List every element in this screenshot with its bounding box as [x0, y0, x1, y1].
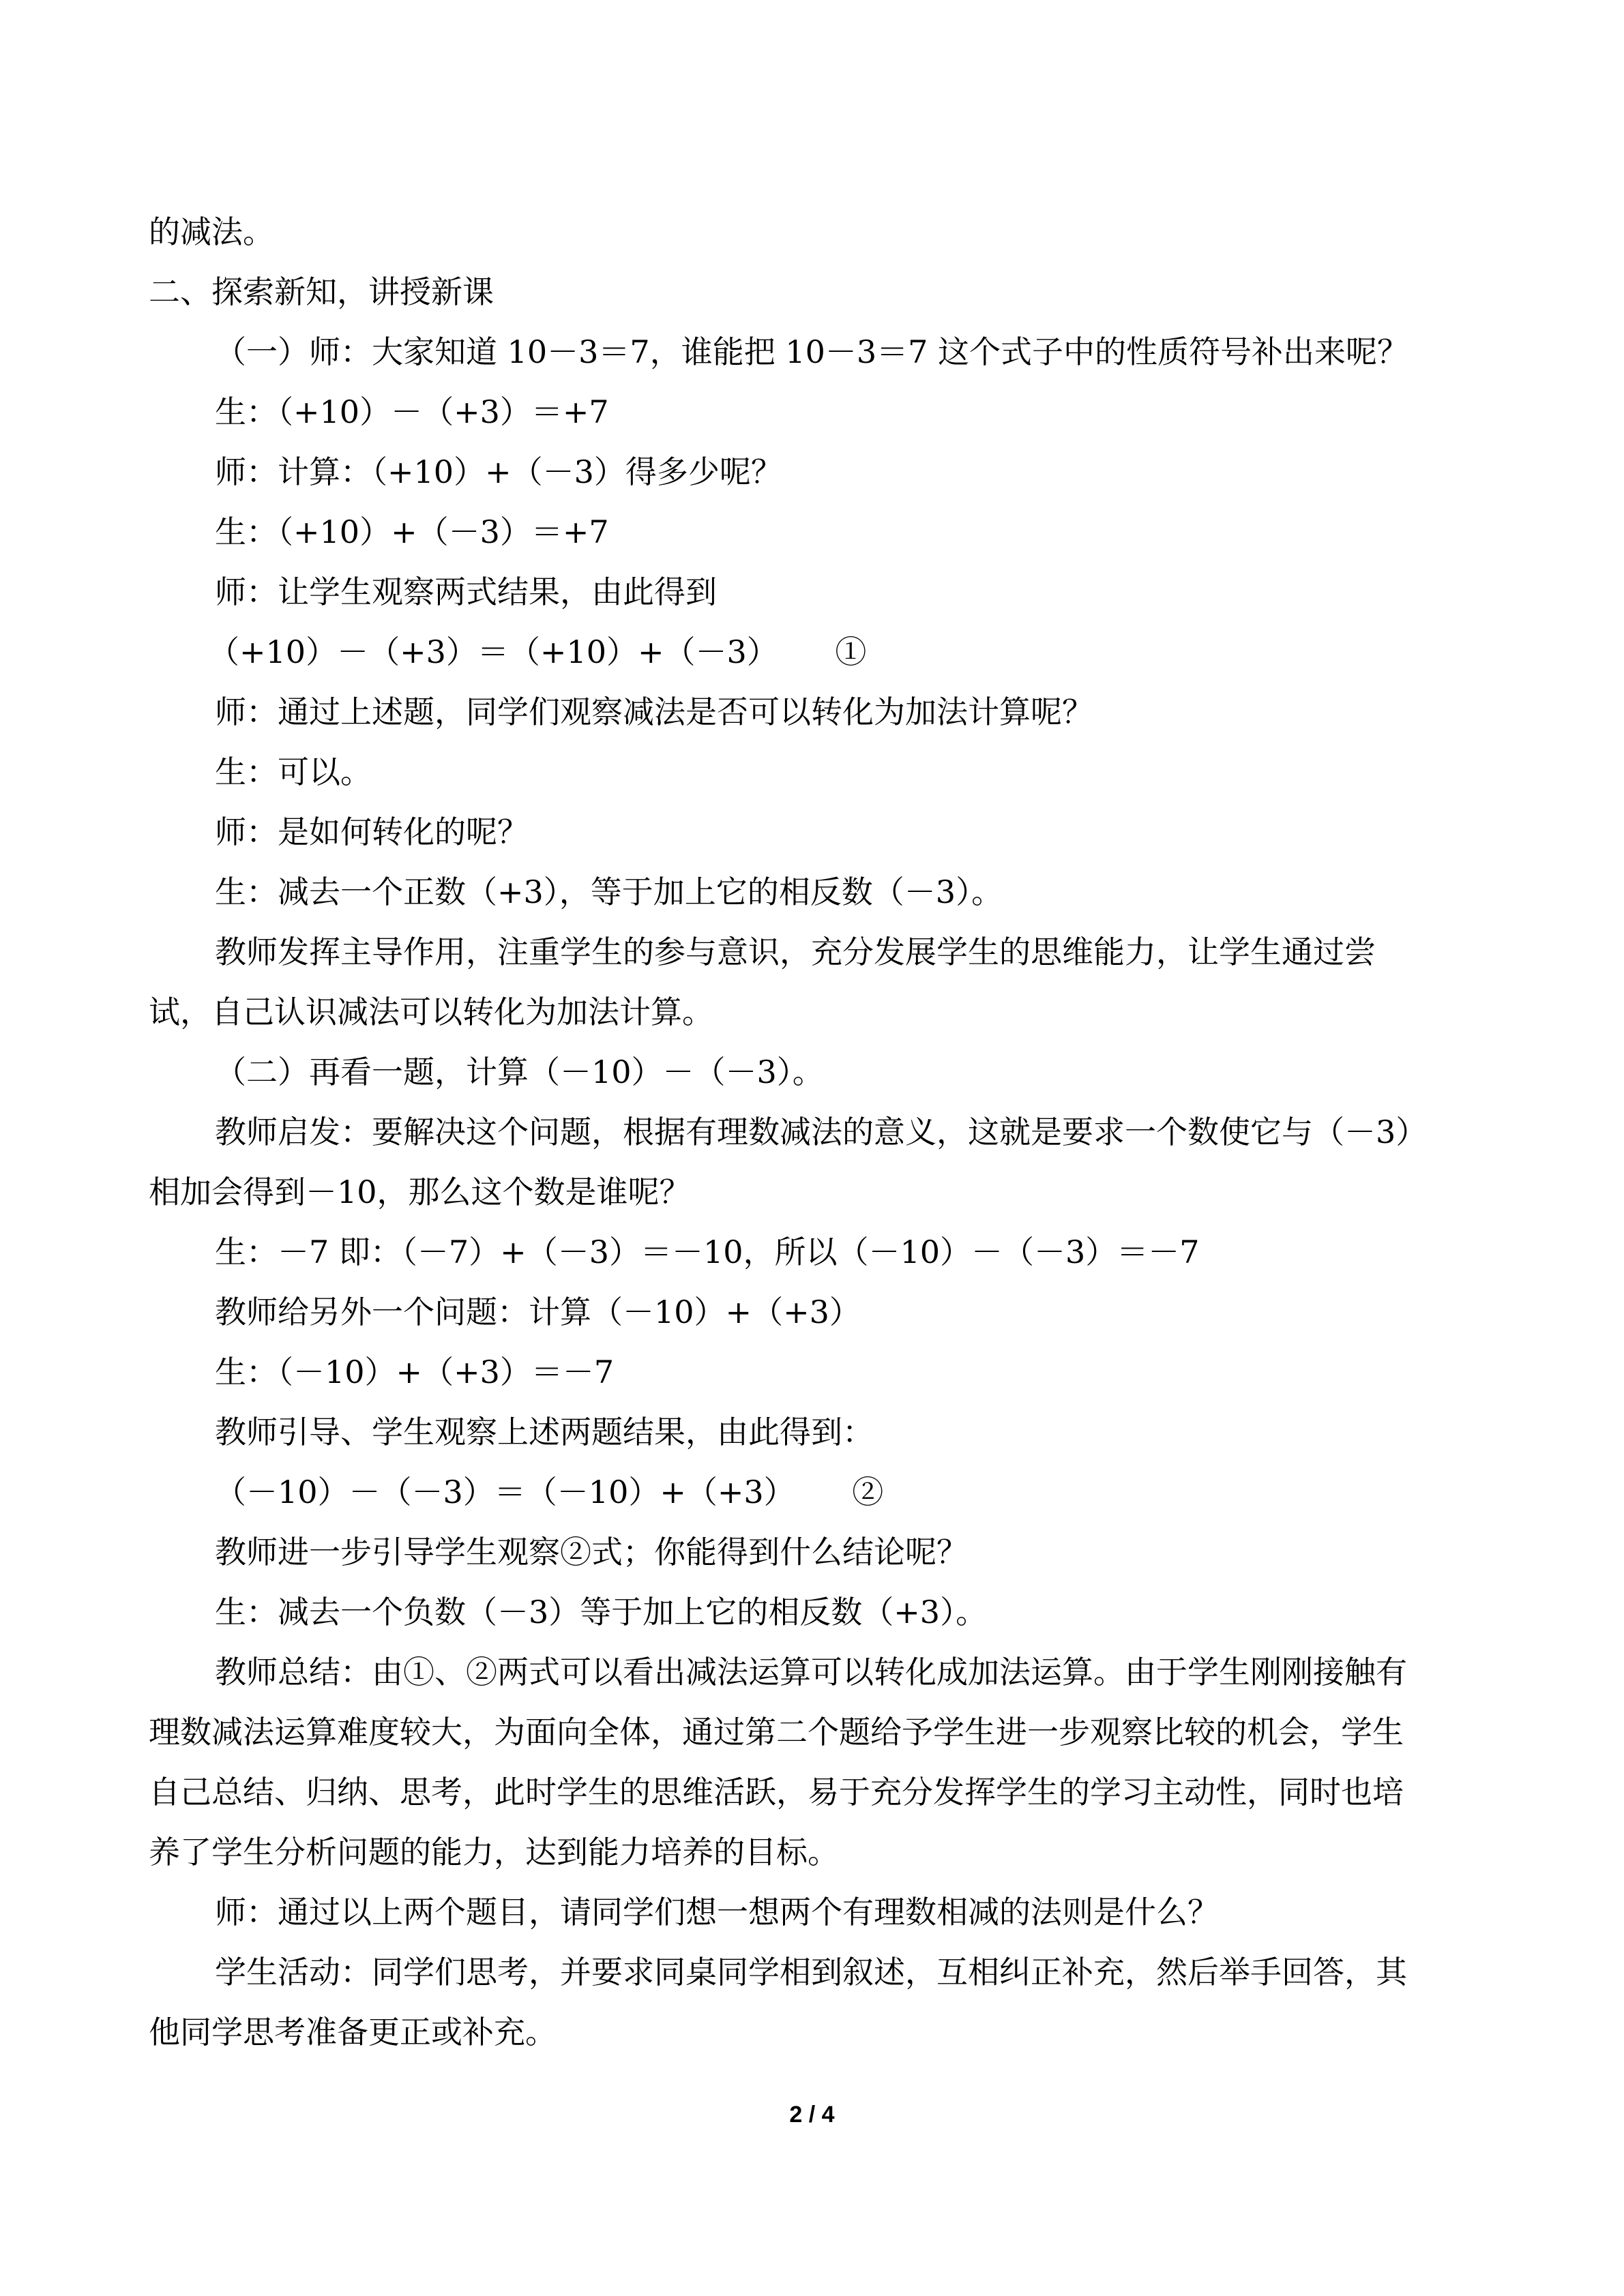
text-line: 教师总结：由①、②两式可以看出减法运算可以转化成加法运算。由于学生刚刚接触有 — [215, 1654, 1407, 1690]
text-line: 师：计算：（+10）+（－3）得多少呢？ — [215, 453, 782, 490]
text-line: 生：减去一个正数（+3），等于加上它的相反数（－3）。 — [215, 874, 1003, 910]
text-line: 生：（+10）－（+3）＝+7 — [215, 393, 609, 430]
text-line: 生：－7 即：（－7）+（－3）＝－10，所以（－10）－（－3）＝－7 — [215, 1234, 1200, 1270]
text-line: 生：减去一个负数（－3）等于加上它的相反数（+3）。 — [215, 1594, 988, 1630]
text-line: 教师进一步引导学生观察②式；你能得到什么结论呢？ — [215, 1534, 968, 1570]
text-line: 师：通过以上两个题目，请同学们想一想两个有理数相减的法则是什么？ — [215, 1894, 1219, 1930]
text-line: 养了学生分析问题的能力，达到能力培养的目标。 — [149, 1834, 839, 1870]
text-line: 教师给另外一个问题：计算（－10）+（+3） — [215, 1294, 861, 1330]
text-line: 的减法。 — [149, 213, 274, 250]
text-line: 生：可以。 — [215, 754, 372, 790]
page-number: 2 / 4 — [789, 2102, 835, 2128]
formula-line: （－10）－（－3）＝（－10）+（+3） ② — [215, 1474, 884, 1510]
text-line: 师：让学生观察两式结果，由此得到 — [215, 573, 717, 610]
text-line: 理数减法运算难度较大，为面向全体，通过第二个题给予学生进一步观察比较的机会，学生 — [149, 1714, 1404, 1750]
text-line: 试，自己认识减法可以转化为加法计算。 — [149, 994, 713, 1030]
text-line: 师：通过上述题，同学们观察减法是否可以转化为加法计算呢？ — [215, 694, 1093, 730]
formula-line: （+10）－（+3）＝（+10）+（－3） ① — [208, 633, 867, 670]
text-line: （一）师：大家知道 10－3＝7，谁能把 10－3＝7 这个式子中的性质符号补出来呢？ — [215, 333, 1408, 370]
text-line: 教师引导、学生观察上述两题结果，由此得到： — [215, 1414, 874, 1450]
text-line: 学生活动：同学们思考，并要求同桌同学相到叙述，互相纠正补充，然后举手回答，其 — [215, 1954, 1407, 1991]
text-line: （二）再看一题，计算（－10）－（－3）。 — [215, 1054, 824, 1090]
text-line: 生：（+10）+（－3）＝+7 — [215, 513, 609, 550]
text-line: 教师启发：要解决这个问题，根据有理数减法的意义，这就是要求一个数使它与（－3） — [215, 1114, 1428, 1150]
text-line: 自己总结、归纳、思考，此时学生的思维活跃，易于充分发挥学生的学习主动性，同时也培 — [149, 1774, 1404, 1810]
text-line: 师：是如何转化的呢？ — [215, 814, 529, 850]
text-line: 生：（－10）+（+3）＝－7 — [215, 1354, 615, 1390]
text-line: 教师发挥主导作用，注重学生的参与意识，充分发展学生的思维能力，让学生通过尝 — [215, 934, 1376, 970]
text-line: 相加会得到－10，那么这个数是谁呢？ — [149, 1174, 691, 1210]
section-heading: 二、探索新知，讲授新课 — [149, 273, 494, 310]
text-line: 他同学思考准备更正或补充。 — [149, 2014, 557, 2051]
